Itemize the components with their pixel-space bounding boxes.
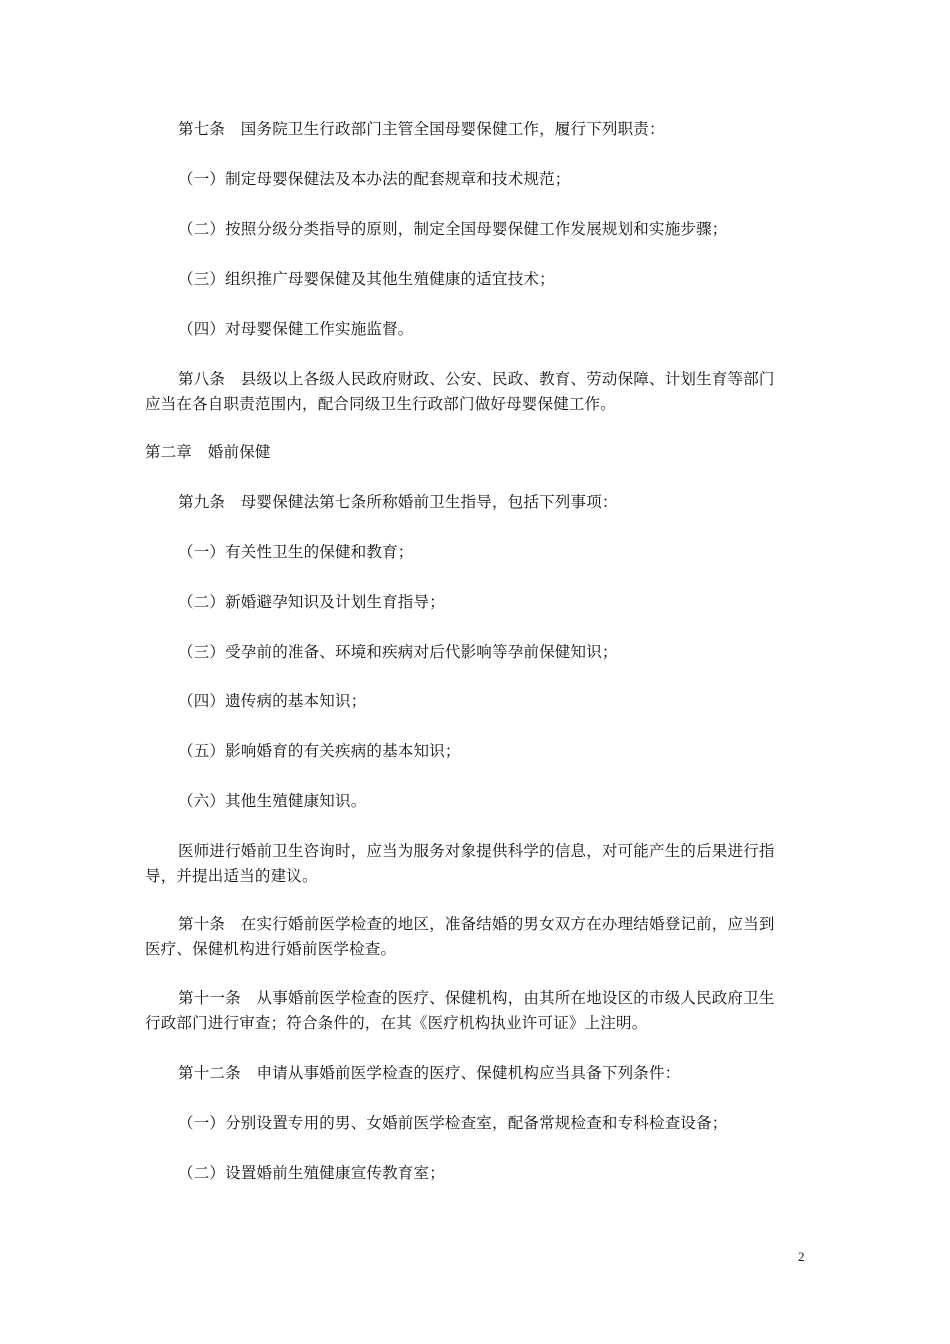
text-line: 行政部门进行审查；符合条件的，在其《医疗机构执业许可证》上注明。	[145, 1014, 648, 1032]
text-line: （三）受孕前的准备、环境和疾病对后代影响等孕前保健知识；	[178, 643, 618, 661]
text-line: （一）有关性卫生的保健和教育；	[178, 543, 414, 561]
text-line: 第九条 母婴保健法第七条所称婚前卫生指导，包括下列事项：	[178, 493, 618, 511]
page-number: 2	[798, 1249, 805, 1264]
text-line: 医师进行婚前卫生咨询时，应当为服务对象提供科学的信息，对可能产生的后果进行指	[178, 842, 775, 860]
text-line: （一）制定母婴保健法及本办法的配套规章和技术规范；	[178, 170, 571, 188]
text-line: （六）其他生殖健康知识。	[178, 792, 367, 810]
text-line: （四）对母婴保健工作实施监督。	[178, 320, 414, 338]
text-line: 应当在各自职责范围内，配合同级卫生行政部门做好母婴保健工作。	[145, 395, 617, 413]
text-line: （五）影响婚育的有关疾病的基本知识；	[178, 742, 461, 760]
text-line: （四）遗传病的基本知识；	[178, 692, 367, 710]
text-line: （三）组织推广母婴保健及其他生殖健康的适宜技术；	[178, 270, 555, 288]
text-line: （二）新婚避孕知识及计划生育指导；	[178, 593, 445, 611]
text-line: 第十二条 申请从事婚前医学检查的医疗、保健机构应当具备下列条件：	[178, 1064, 681, 1082]
text-line: 第八条 县级以上各级人民政府财政、公安、民政、教育、劳动保障、计划生育等部门	[178, 370, 775, 388]
text-line: （一）分别设置专用的男、女婚前医学检查室，配备常规检查和专科检查设备；	[178, 1114, 728, 1132]
text-line: 第十条 在实行婚前医学检查的地区，准备结婚的男女双方在办理结婚登记前，应当到	[178, 915, 775, 933]
chapter-heading: 第二章 婚前保健	[145, 443, 271, 461]
text-line: （二）按照分级分类指导的原则，制定全国母婴保健工作发展规划和实施步骤；	[178, 220, 728, 238]
text-line: 第七条 国务院卫生行政部门主管全国母婴保健工作，履行下列职责：	[178, 120, 665, 138]
text-line: 导，并提出适当的建议。	[145, 867, 318, 885]
text-line: 第十一条 从事婚前医学检查的医疗、保健机构，由其所在地设区的市级人民政府卫生	[178, 989, 775, 1007]
text-line: （二）设置婚前生殖健康宣传教育室；	[178, 1164, 445, 1182]
text-line: 医疗、保健机构进行婚前医学检查。	[145, 940, 397, 958]
